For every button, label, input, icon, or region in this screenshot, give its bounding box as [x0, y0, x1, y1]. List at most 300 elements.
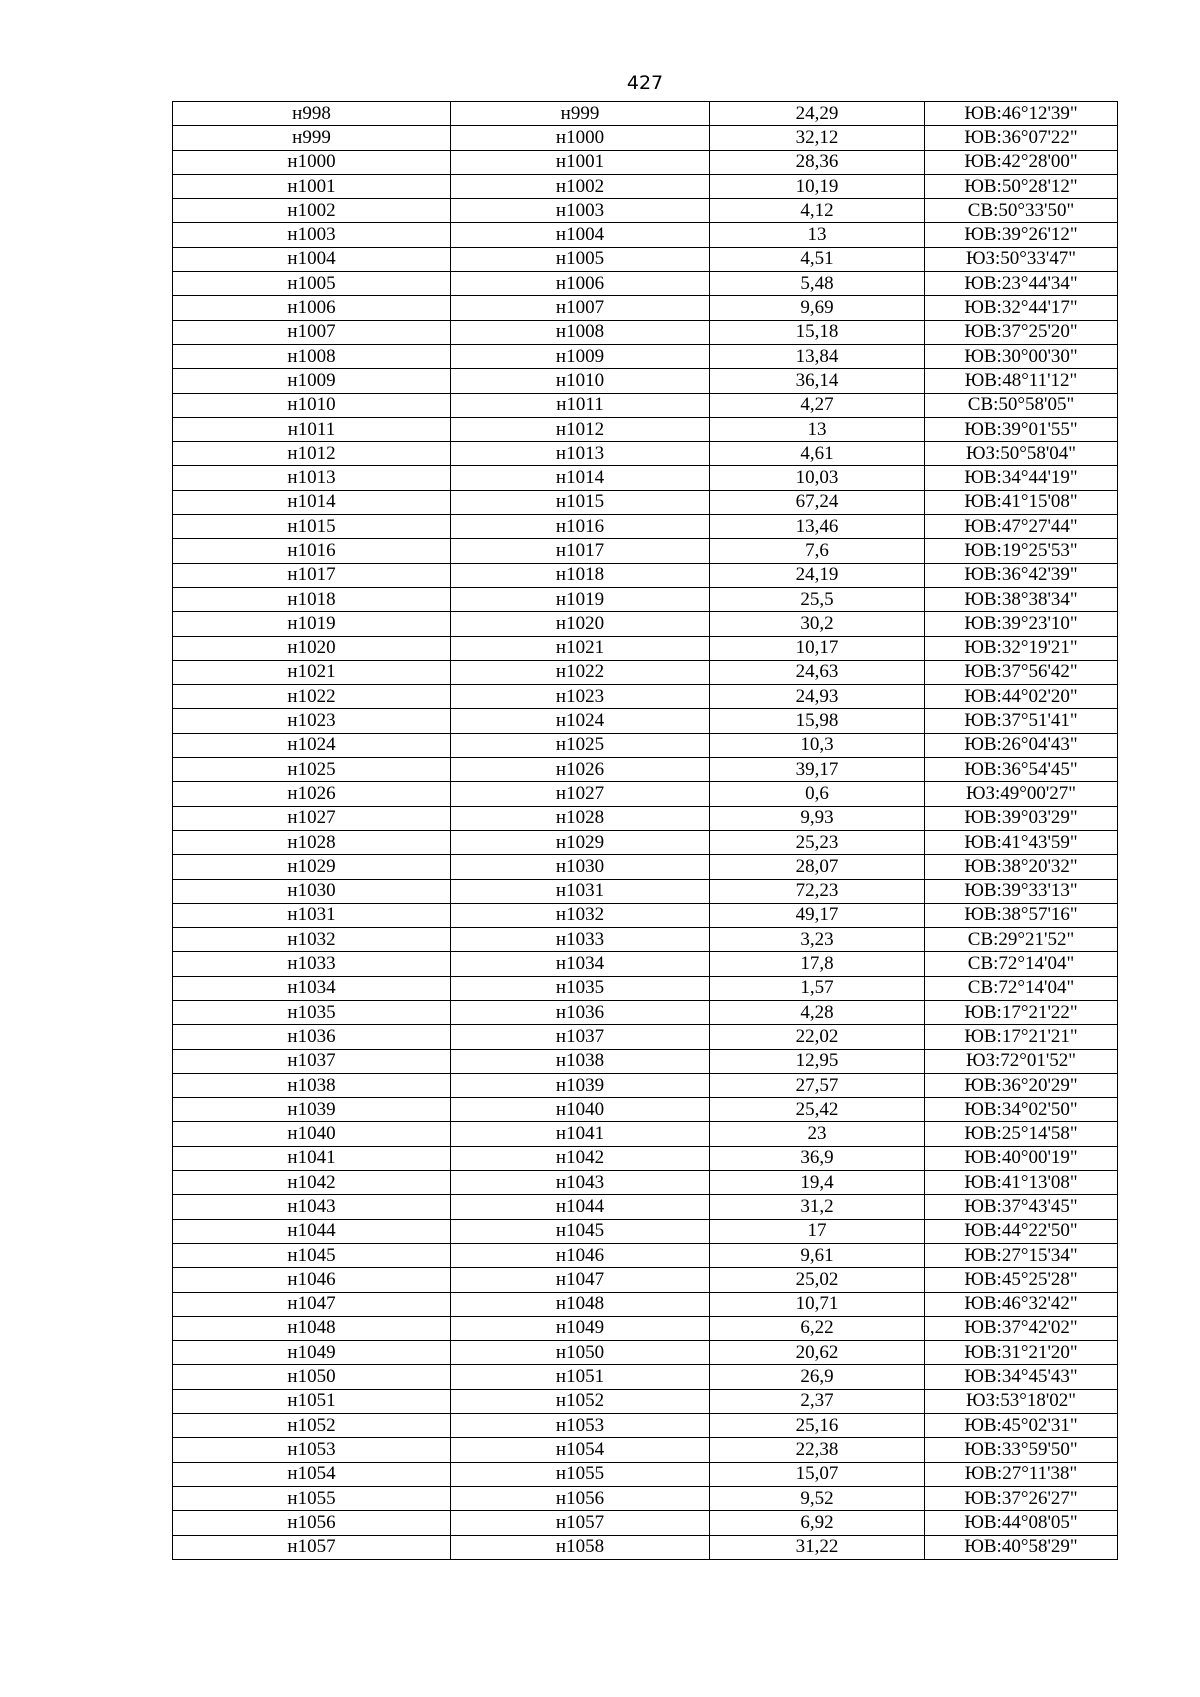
length-cell: 0,6 — [710, 782, 925, 806]
table-row — [173, 150, 1118, 174]
bearing-cell: ЮВ:39°23'10" — [925, 612, 1118, 636]
table-row — [173, 393, 1118, 417]
length-cell: 9,93 — [710, 806, 925, 830]
to-point-cell: н1044 — [451, 1195, 710, 1219]
table-row — [173, 539, 1118, 563]
to-point-cell: н1007 — [451, 296, 710, 320]
to-point-cell: н1038 — [451, 1049, 710, 1073]
from-point-cell: н1042 — [173, 1171, 451, 1195]
to-point-cell: н1042 — [451, 1146, 710, 1170]
length-cell: 10,19 — [710, 174, 925, 198]
bearing-cell: ЮВ:37°51'41" — [925, 709, 1118, 733]
bearing-cell: ЮВ:32°44'17" — [925, 296, 1118, 320]
from-point-cell: н1009 — [173, 369, 451, 393]
length-cell: 24,63 — [710, 660, 925, 684]
bearing-cell: ЮЗ:72°01'52" — [925, 1049, 1118, 1073]
table-row — [173, 174, 1118, 198]
length-cell: 9,69 — [710, 296, 925, 320]
to-point-cell: н1052 — [451, 1389, 710, 1413]
bearing-cell: ЮВ:45°02'31" — [925, 1414, 1118, 1438]
from-point-cell: н1033 — [173, 952, 451, 976]
bearing-cell: ЮВ:19°25'53" — [925, 539, 1118, 563]
to-point-cell: н1049 — [451, 1316, 710, 1340]
length-cell: 32,12 — [710, 126, 925, 150]
bearing-cell: ЮВ:39°03'29" — [925, 806, 1118, 830]
bearing-cell: ЮВ:46°12'39" — [925, 102, 1118, 126]
length-cell: 67,24 — [710, 490, 925, 514]
table-row — [173, 1511, 1118, 1535]
table-row — [173, 1316, 1118, 1340]
table-row — [173, 199, 1118, 223]
to-point-cell: н1006 — [451, 272, 710, 296]
bearing-cell: ЮВ:26°04'43" — [925, 733, 1118, 757]
length-cell: 28,07 — [710, 855, 925, 879]
table-row — [173, 1171, 1118, 1195]
to-point-cell: н1048 — [451, 1292, 710, 1316]
to-point-cell: н1011 — [451, 393, 710, 417]
table-row — [173, 879, 1118, 903]
boundary-points-table — [172, 101, 1118, 1560]
from-point-cell: н1005 — [173, 272, 451, 296]
bearing-cell: ЮВ:50°28'12" — [925, 174, 1118, 198]
to-point-cell: н1004 — [451, 223, 710, 247]
table-row — [173, 1414, 1118, 1438]
table-row — [173, 1000, 1118, 1024]
from-point-cell: н1030 — [173, 879, 451, 903]
length-cell: 10,3 — [710, 733, 925, 757]
bearing-cell: ЮВ:42°28'00" — [925, 150, 1118, 174]
bearing-cell: ЮВ:36°20'29" — [925, 1073, 1118, 1097]
to-point-cell: н1043 — [451, 1171, 710, 1195]
to-point-cell: н1035 — [451, 976, 710, 1000]
bearing-cell: ЮВ:47°27'44" — [925, 515, 1118, 539]
length-cell: 27,57 — [710, 1073, 925, 1097]
bearing-cell: СВ:72°14'04" — [925, 976, 1118, 1000]
from-point-cell: н1023 — [173, 709, 451, 733]
from-point-cell: н1022 — [173, 685, 451, 709]
from-point-cell: н1013 — [173, 466, 451, 490]
from-point-cell: н1044 — [173, 1219, 451, 1243]
table-row — [173, 660, 1118, 684]
length-cell: 31,2 — [710, 1195, 925, 1219]
bearing-cell: ЮВ:33°59'50" — [925, 1438, 1118, 1462]
bearing-cell: ЮВ:37°42'02" — [925, 1316, 1118, 1340]
length-cell: 72,23 — [710, 879, 925, 903]
from-point-cell: н1026 — [173, 782, 451, 806]
to-point-cell: н1000 — [451, 126, 710, 150]
bearing-cell: ЮВ:45°25'28" — [925, 1268, 1118, 1292]
table-row — [173, 952, 1118, 976]
from-point-cell: н1046 — [173, 1268, 451, 1292]
length-cell: 12,95 — [710, 1049, 925, 1073]
table-row — [173, 1365, 1118, 1389]
length-cell: 30,2 — [710, 612, 925, 636]
table-row — [173, 296, 1118, 320]
to-point-cell: н1021 — [451, 636, 710, 660]
to-point-cell: н1053 — [451, 1414, 710, 1438]
length-cell: 4,12 — [710, 199, 925, 223]
length-cell: 6,92 — [710, 1511, 925, 1535]
from-point-cell: н1050 — [173, 1365, 451, 1389]
table-row — [173, 1098, 1118, 1122]
table-row — [173, 709, 1118, 733]
from-point-cell: н1027 — [173, 806, 451, 830]
to-point-cell: н1047 — [451, 1268, 710, 1292]
length-cell: 22,38 — [710, 1438, 925, 1462]
table-row — [173, 928, 1118, 952]
length-cell: 13,46 — [710, 515, 925, 539]
table-row — [173, 369, 1118, 393]
bearing-cell: ЮВ:34°45'43" — [925, 1365, 1118, 1389]
bearing-cell: ЮВ:31°21'20" — [925, 1341, 1118, 1365]
to-point-cell: н1032 — [451, 903, 710, 927]
page-number: 427 — [626, 72, 664, 94]
length-cell: 3,23 — [710, 928, 925, 952]
to-point-cell: н1016 — [451, 515, 710, 539]
from-point-cell: н1021 — [173, 660, 451, 684]
table-row — [173, 976, 1118, 1000]
to-point-cell: н1005 — [451, 247, 710, 271]
to-point-cell: н1023 — [451, 685, 710, 709]
table-row — [173, 733, 1118, 757]
bearing-cell: ЮВ:34°44'19" — [925, 466, 1118, 490]
from-point-cell: н1052 — [173, 1414, 451, 1438]
to-point-cell: н1055 — [451, 1462, 710, 1486]
length-cell: 10,17 — [710, 636, 925, 660]
from-point-cell: н1045 — [173, 1243, 451, 1267]
length-cell: 2,37 — [710, 1389, 925, 1413]
length-cell: 13 — [710, 223, 925, 247]
from-point-cell: н1025 — [173, 758, 451, 782]
bearing-cell: СВ:72°14'04" — [925, 952, 1118, 976]
to-point-cell: н1045 — [451, 1219, 710, 1243]
from-point-cell: н1053 — [173, 1438, 451, 1462]
from-point-cell: н1007 — [173, 320, 451, 344]
table-row — [173, 1292, 1118, 1316]
to-point-cell: н1013 — [451, 442, 710, 466]
from-point-cell: н1048 — [173, 1316, 451, 1340]
table-row — [173, 1025, 1118, 1049]
from-point-cell: н999 — [173, 126, 451, 150]
from-point-cell: н1043 — [173, 1195, 451, 1219]
length-cell: 17,8 — [710, 952, 925, 976]
from-point-cell: н1011 — [173, 417, 451, 441]
length-cell: 6,22 — [710, 1316, 925, 1340]
to-point-cell: н1009 — [451, 344, 710, 368]
table-row — [173, 636, 1118, 660]
to-point-cell: н1020 — [451, 612, 710, 636]
to-point-cell: н1014 — [451, 466, 710, 490]
table-row — [173, 830, 1118, 854]
length-cell: 36,14 — [710, 369, 925, 393]
table-row — [173, 1438, 1118, 1462]
to-point-cell: н1017 — [451, 539, 710, 563]
from-point-cell: н1035 — [173, 1000, 451, 1024]
bearing-cell: ЮВ:37°56'42" — [925, 660, 1118, 684]
bearing-cell: ЮВ:38°57'16" — [925, 903, 1118, 927]
from-point-cell: н1001 — [173, 174, 451, 198]
table-row — [173, 1073, 1118, 1097]
table-row — [173, 1243, 1118, 1267]
length-cell: 7,6 — [710, 539, 925, 563]
length-cell: 31,22 — [710, 1535, 925, 1559]
from-point-cell: н1006 — [173, 296, 451, 320]
bearing-cell: ЮВ:46°32'42" — [925, 1292, 1118, 1316]
to-point-cell: н1029 — [451, 830, 710, 854]
from-point-cell: н1028 — [173, 830, 451, 854]
from-point-cell: н1003 — [173, 223, 451, 247]
length-cell: 25,16 — [710, 1414, 925, 1438]
from-point-cell: н1055 — [173, 1486, 451, 1510]
bearing-cell: ЮВ:40°58'29" — [925, 1535, 1118, 1559]
to-point-cell: н1002 — [451, 174, 710, 198]
to-point-cell: н1030 — [451, 855, 710, 879]
table-row — [173, 563, 1118, 587]
from-point-cell: н1012 — [173, 442, 451, 466]
from-point-cell: н1019 — [173, 612, 451, 636]
from-point-cell: н1002 — [173, 199, 451, 223]
from-point-cell: н1036 — [173, 1025, 451, 1049]
to-point-cell: н1054 — [451, 1438, 710, 1462]
length-cell: 9,61 — [710, 1243, 925, 1267]
table-row — [173, 272, 1118, 296]
to-point-cell: н1027 — [451, 782, 710, 806]
from-point-cell: н1056 — [173, 1511, 451, 1535]
length-cell: 36,9 — [710, 1146, 925, 1170]
to-point-cell: н1012 — [451, 417, 710, 441]
length-cell: 5,48 — [710, 272, 925, 296]
from-point-cell: н1020 — [173, 636, 451, 660]
table-row — [173, 223, 1118, 247]
to-point-cell: н1022 — [451, 660, 710, 684]
to-point-cell: н1001 — [451, 150, 710, 174]
table-row — [173, 758, 1118, 782]
from-point-cell: н1024 — [173, 733, 451, 757]
table-row — [173, 344, 1118, 368]
to-point-cell: н1037 — [451, 1025, 710, 1049]
from-point-cell: н1008 — [173, 344, 451, 368]
length-cell: 9,52 — [710, 1486, 925, 1510]
length-cell: 1,57 — [710, 976, 925, 1000]
table-row — [173, 1268, 1118, 1292]
to-point-cell: н1039 — [451, 1073, 710, 1097]
from-point-cell: н998 — [173, 102, 451, 126]
from-point-cell: н1051 — [173, 1389, 451, 1413]
from-point-cell: н1054 — [173, 1462, 451, 1486]
to-point-cell: н1024 — [451, 709, 710, 733]
table-row — [173, 612, 1118, 636]
table-row — [173, 855, 1118, 879]
length-cell: 20,62 — [710, 1341, 925, 1365]
from-point-cell: н1041 — [173, 1146, 451, 1170]
bearing-cell: ЮЗ:53°18'02" — [925, 1389, 1118, 1413]
length-cell: 25,42 — [710, 1098, 925, 1122]
bearing-cell: ЮВ:32°19'21" — [925, 636, 1118, 660]
table-row — [173, 903, 1118, 927]
from-point-cell: н1038 — [173, 1073, 451, 1097]
table-row — [173, 1049, 1118, 1073]
table-row — [173, 417, 1118, 441]
from-point-cell: н1017 — [173, 563, 451, 587]
length-cell: 24,93 — [710, 685, 925, 709]
bearing-cell: ЮВ:44°08'05" — [925, 1511, 1118, 1535]
from-point-cell: н1015 — [173, 515, 451, 539]
bearing-cell: ЮВ:37°43'45" — [925, 1195, 1118, 1219]
table-row — [173, 1389, 1118, 1413]
bearing-cell: ЮВ:38°20'32" — [925, 855, 1118, 879]
from-point-cell: н1049 — [173, 1341, 451, 1365]
bearing-cell: СВ:50°33'50" — [925, 199, 1118, 223]
from-point-cell: н1031 — [173, 903, 451, 927]
bearing-cell: ЮВ:41°15'08" — [925, 490, 1118, 514]
table-row — [173, 1535, 1118, 1559]
to-point-cell: н1034 — [451, 952, 710, 976]
to-point-cell: н1041 — [451, 1122, 710, 1146]
to-point-cell: н999 — [451, 102, 710, 126]
table-row — [173, 442, 1118, 466]
length-cell: 4,61 — [710, 442, 925, 466]
bearing-cell: ЮВ:36°42'39" — [925, 563, 1118, 587]
bearing-cell: СВ:29°21'52" — [925, 928, 1118, 952]
length-cell: 25,02 — [710, 1268, 925, 1292]
from-point-cell: н1000 — [173, 150, 451, 174]
bearing-cell: ЮВ:38°38'34" — [925, 587, 1118, 611]
bearing-cell: ЮВ:44°02'20" — [925, 685, 1118, 709]
bearing-cell: ЮВ:27°11'38" — [925, 1462, 1118, 1486]
to-point-cell: н1028 — [451, 806, 710, 830]
table-row — [173, 685, 1118, 709]
bearing-cell: ЮВ:37°25'20" — [925, 320, 1118, 344]
to-point-cell: н1026 — [451, 758, 710, 782]
table-row — [173, 1146, 1118, 1170]
length-cell: 4,51 — [710, 247, 925, 271]
bearing-cell: СВ:50°58'05" — [925, 393, 1118, 417]
to-point-cell: н1040 — [451, 1098, 710, 1122]
bearing-cell: ЮВ:39°33'13" — [925, 879, 1118, 903]
bearing-cell: ЮВ:36°54'45" — [925, 758, 1118, 782]
length-cell: 13,84 — [710, 344, 925, 368]
bearing-cell: ЮВ:30°00'30" — [925, 344, 1118, 368]
length-cell: 4,27 — [710, 393, 925, 417]
bearing-cell: ЮВ:40°00'19" — [925, 1146, 1118, 1170]
table-row — [173, 1219, 1118, 1243]
from-point-cell: н1018 — [173, 587, 451, 611]
bearing-cell: ЮВ:34°02'50" — [925, 1098, 1118, 1122]
to-point-cell: н1051 — [451, 1365, 710, 1389]
length-cell: 19,4 — [710, 1171, 925, 1195]
to-point-cell: н1019 — [451, 587, 710, 611]
bearing-cell: ЮВ:17°21'21" — [925, 1025, 1118, 1049]
to-point-cell: н1036 — [451, 1000, 710, 1024]
table-row — [173, 782, 1118, 806]
bearing-cell: ЮВ:23°44'34" — [925, 272, 1118, 296]
from-point-cell: н1029 — [173, 855, 451, 879]
from-point-cell: н1034 — [173, 976, 451, 1000]
length-cell: 10,71 — [710, 1292, 925, 1316]
length-cell: 26,9 — [710, 1365, 925, 1389]
to-point-cell: н1056 — [451, 1486, 710, 1510]
bearing-cell: ЮВ:17°21'22" — [925, 1000, 1118, 1024]
table-row — [173, 515, 1118, 539]
length-cell: 25,5 — [710, 587, 925, 611]
table-row — [173, 102, 1118, 126]
length-cell: 28,36 — [710, 150, 925, 174]
length-cell: 23 — [710, 1122, 925, 1146]
table-row — [173, 1122, 1118, 1146]
to-point-cell: н1008 — [451, 320, 710, 344]
table-row — [173, 490, 1118, 514]
length-cell: 15,18 — [710, 320, 925, 344]
length-cell: 25,23 — [710, 830, 925, 854]
bearing-cell: ЮВ:48°11'12" — [925, 369, 1118, 393]
table-row — [173, 1462, 1118, 1486]
table-row — [173, 587, 1118, 611]
bearing-cell: ЮВ:27°15'34" — [925, 1243, 1118, 1267]
length-cell: 15,07 — [710, 1462, 925, 1486]
bearing-cell: ЮЗ:49°00'27" — [925, 782, 1118, 806]
to-point-cell: н1003 — [451, 199, 710, 223]
bearing-cell: ЮВ:41°13'08" — [925, 1171, 1118, 1195]
to-point-cell: н1025 — [451, 733, 710, 757]
from-point-cell: н1057 — [173, 1535, 451, 1559]
from-point-cell: н1014 — [173, 490, 451, 514]
bearing-cell: ЮВ:25°14'58" — [925, 1122, 1118, 1146]
bearing-cell: ЮВ:36°07'22" — [925, 126, 1118, 150]
to-point-cell: н1033 — [451, 928, 710, 952]
bearing-cell: ЮВ:44°22'50" — [925, 1219, 1118, 1243]
from-point-cell: н1040 — [173, 1122, 451, 1146]
length-cell: 10,03 — [710, 466, 925, 490]
length-cell: 24,29 — [710, 102, 925, 126]
from-point-cell: н1016 — [173, 539, 451, 563]
length-cell: 24,19 — [710, 563, 925, 587]
to-point-cell: н1050 — [451, 1341, 710, 1365]
table-row — [173, 247, 1118, 271]
table-row — [173, 126, 1118, 150]
to-point-cell: н1015 — [451, 490, 710, 514]
table-row — [173, 320, 1118, 344]
length-cell: 39,17 — [710, 758, 925, 782]
table-body — [173, 102, 1118, 1560]
from-point-cell: н1010 — [173, 393, 451, 417]
to-point-cell: н1057 — [451, 1511, 710, 1535]
length-cell: 13 — [710, 417, 925, 441]
to-point-cell: н1046 — [451, 1243, 710, 1267]
table-row — [173, 1486, 1118, 1510]
table-row — [173, 1195, 1118, 1219]
to-point-cell: н1010 — [451, 369, 710, 393]
length-cell: 49,17 — [710, 903, 925, 927]
from-point-cell: н1037 — [173, 1049, 451, 1073]
from-point-cell: н1039 — [173, 1098, 451, 1122]
to-point-cell: н1031 — [451, 879, 710, 903]
to-point-cell: н1058 — [451, 1535, 710, 1559]
bearing-cell: ЮВ:41°43'59" — [925, 830, 1118, 854]
from-point-cell: н1032 — [173, 928, 451, 952]
bearing-cell: ЮЗ:50°33'47" — [925, 247, 1118, 271]
bearing-cell: ЮВ:39°26'12" — [925, 223, 1118, 247]
table-row — [173, 1341, 1118, 1365]
from-point-cell: н1004 — [173, 247, 451, 271]
length-cell: 17 — [710, 1219, 925, 1243]
table-row — [173, 806, 1118, 830]
from-point-cell: н1047 — [173, 1292, 451, 1316]
bearing-cell: ЮВ:39°01'55" — [925, 417, 1118, 441]
bearing-cell: ЮЗ:50°58'04" — [925, 442, 1118, 466]
length-cell: 4,28 — [710, 1000, 925, 1024]
bearing-cell: ЮВ:37°26'27" — [925, 1486, 1118, 1510]
length-cell: 15,98 — [710, 709, 925, 733]
